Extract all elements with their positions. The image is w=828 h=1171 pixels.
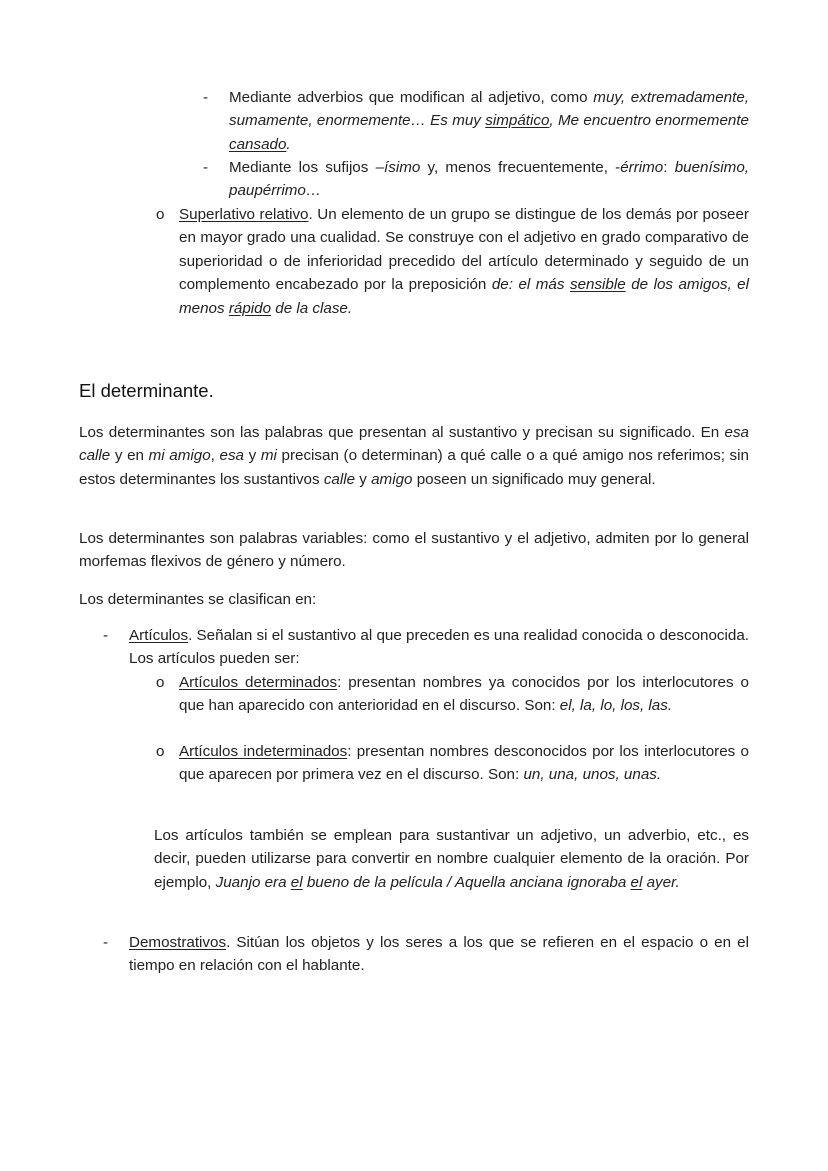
text-run: poseen un significado muy general.	[412, 470, 656, 488]
section-heading: El determinante.	[79, 380, 214, 401]
underlined-term: el	[290, 873, 303, 891]
list-marker: -	[203, 89, 209, 106]
italic-text: .	[286, 135, 291, 153]
text-run: : presentan nombres desconocidos por los interlocutores o que aparecen por primera vez en el discurso. Son:	[179, 743, 749, 784]
list-marker: o	[156, 206, 165, 223]
italic-text: érrimo	[620, 159, 664, 176]
text-run: Mediante los sufijos	[229, 159, 376, 176]
text-run: y en	[110, 447, 149, 465]
text-run: Los determinantes son palabras variables: como el sustantivo y el adjetivo, admiten por lo general morfemas flexivos de género y número.	[79, 530, 749, 571]
paragraph-variables	[79, 527, 749, 574]
italic-text: mi amigo	[148, 447, 211, 465]
text-run: y	[244, 447, 261, 465]
italic-text: , Me encuentro enormemente	[549, 112, 749, 130]
italic-text: –ísimo	[375, 159, 421, 176]
italic-text: esa calle	[79, 424, 749, 465]
italic-text: de los amigos, el menos	[179, 276, 749, 317]
italic-text: calle	[323, 470, 356, 488]
paragraph-articulos-note	[154, 824, 749, 894]
underlined-term: Artículos indeterminados	[179, 743, 348, 760]
list-marker: -	[103, 934, 109, 951]
underlined-term: simpático	[485, 112, 550, 130]
list-item-demostrativos	[129, 931, 749, 978]
list-item-suffixes	[229, 156, 749, 203]
italic-text: Juanjo era	[215, 873, 291, 891]
list-marker: o	[156, 743, 165, 760]
italic-text: : el más	[508, 276, 570, 294]
text-run: Los artículos también se emplean para sustantivar un adjetivo, un adverbio, etc., es decir, pueden utilizarse para convertir en nombre cualquier elemento de la oración. Por ejemplo,	[154, 827, 749, 891]
underlined-term: Artículos determinados	[179, 674, 338, 691]
text-run: Los determinantes se clasifican en:	[79, 591, 317, 608]
italic-text: buenísimo, paupérrimo…	[229, 159, 749, 200]
list-item-adverbs	[229, 86, 749, 156]
text-run: : presentan nombres ya conocidos por los interlocutores o que han aparecido con anterioridad en el discurso. Son:	[179, 674, 749, 715]
list-item-superlativo-relativo	[179, 203, 749, 320]
list-marker: -	[203, 159, 209, 176]
text-run: . Sitúan los objetos y los seres a los que se refieren en el espacio o en el tiempo en relación con el hablante.	[129, 934, 749, 975]
italic-text: bueno de la película / Aquella anciana ignoraba	[302, 873, 631, 891]
underlined-term: el	[630, 873, 643, 891]
underlined-term: Demostrativos	[129, 934, 227, 951]
italic-text: muy, extremadamente, sumamente, enormemente… Es muy	[229, 89, 749, 130]
italic-text: de la clase.	[271, 299, 353, 317]
list-item-articulos	[129, 624, 749, 671]
text-run: . Señalan si el sustantivo al que preceden es una realidad conocida o desconocida. Los artículos pueden ser:	[129, 627, 749, 668]
underlined-term: cansado	[229, 135, 287, 153]
paragraph-definition	[79, 421, 749, 491]
text-run: Mediante adverbios que modifican al adjetivo, como	[229, 89, 594, 106]
underlined-term: Artículos	[129, 627, 189, 644]
list-item-articulos-indeterminados	[179, 740, 749, 787]
italic-text: ayer.	[642, 873, 680, 891]
paragraph-classification	[79, 588, 749, 611]
text-run: Los determinantes son las palabras que presentan al sustantivo y precisan su significado. En	[79, 424, 725, 441]
italic-text: de	[491, 276, 509, 294]
list-marker: o	[156, 674, 165, 691]
list-marker: -	[103, 627, 109, 644]
italic-text: el, la, lo, los, las.	[559, 697, 673, 715]
text-run: . Un elemento de un grupo se distingue de los demás por poseer en mayor grado una cualidad. Se construye con el adjetivo en grado comparativo de superioridad o de inferioridad precedido del artículo determinado y seguido de un complemento encabezado por la preposición	[179, 206, 749, 294]
underlined-term: Superlativo relativo	[179, 206, 309, 223]
list-item-articulos-determinados	[179, 671, 749, 718]
text-run: y, menos frecuentemente, -	[420, 159, 621, 176]
italic-text: un, una, unos, unas.	[523, 766, 662, 784]
italic-text: amigo	[371, 470, 413, 488]
underlined-term: rápido	[228, 299, 272, 317]
underlined-term: sensible	[569, 276, 626, 294]
text-run: y	[355, 470, 372, 488]
italic-text: mi	[260, 447, 277, 465]
text-run: :	[663, 159, 675, 176]
italic-text: esa	[219, 447, 244, 465]
text-run: ,	[210, 447, 220, 465]
text-run: precisan (o determinan) a qué calle o a qué amigo nos referimos; sin estos determinantes los sustantivos	[79, 447, 749, 488]
